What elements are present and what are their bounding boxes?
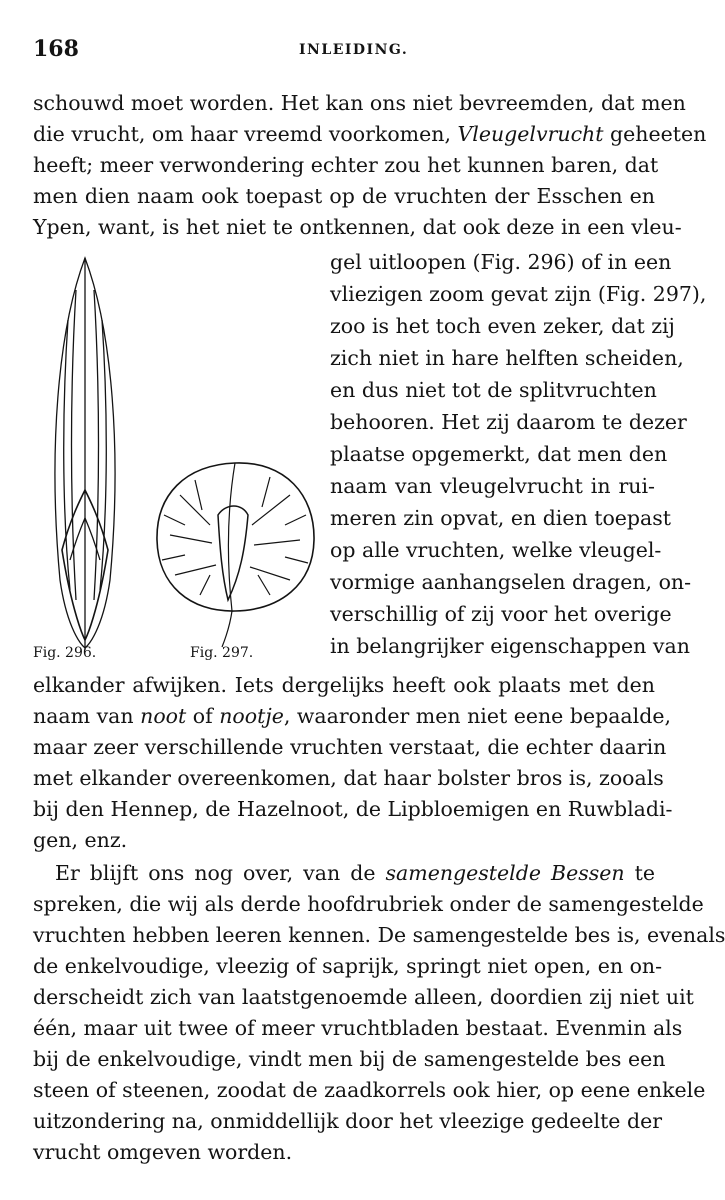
term-nootje: nootje [219, 704, 284, 728]
text-line: vliezigen zoom gevat zijn (Fig. 297), [330, 282, 707, 306]
text-line: vormige aanhangselen dragen, on- [330, 570, 692, 594]
text-line: steen of steenen, zoodat de zaadkorrels ook hier, op eene enkele [33, 1078, 706, 1102]
text-line: vruchten hebben leeren kennen. De samengestelde bes is, evenals [33, 923, 725, 947]
text-line: bij de enkelvoudige, vindt men bij de samengestelde bes een [33, 1047, 666, 1071]
fig-296-caption: Fig. 296. [33, 645, 97, 661]
term-samengestelde-bessen: samengestelde Bessen [385, 861, 625, 885]
text-line: verschillig of zij voor het overige [330, 602, 672, 626]
text-line: één, maar uit twee of meer vruchtbladen bestaat. Evenmin als [33, 1016, 683, 1040]
text-line: spreken, die wij als derde hoofdrubriek onder de samengestelde [33, 892, 704, 916]
text-line: Ypen, want, is het niet te ontkennen, dat ook deze in een vleu- [33, 215, 682, 239]
text-line: behooren. Het zij daarom te dezer [330, 410, 687, 434]
text-line: bij den Hennep, de Hazelnoot, de Lipbloemigen en Ruwbladi- [33, 797, 673, 821]
text-line: maar zeer verschillende vruchten verstaat, die echter daarin [33, 735, 667, 759]
text-line: heeft; meer verwondering echter zou het kunnen baren, dat [33, 153, 659, 177]
text-line: zich niet in hare helften scheiden, [330, 346, 684, 370]
text-line: meren zin opvat, en dien toepast [330, 506, 672, 530]
text-line: en dus niet tot de splitvruchten [330, 378, 657, 402]
text-line: men dien naam ook toepast op de vruchten der Esschen en [33, 184, 655, 208]
fig-297-caption: Fig. 297. [190, 645, 254, 661]
text-line: zoo is het toch even zeker, dat zij [330, 314, 675, 338]
text-line: in belangrijker eigenschappen van [330, 634, 690, 658]
text-line: naam van noot of nootje, waaronder men niet eene bepaalde, [33, 704, 671, 728]
text-line: gen, enz. [33, 828, 128, 852]
text-line: vrucht omgeven worden. [33, 1140, 293, 1164]
page-number: 168 [33, 36, 79, 62]
text-line: met elkander overeenkomen, dat haar bolster bros is, zooals [33, 766, 664, 790]
text-line: de enkelvoudige, vleezig of saprijk, springt niet open, en on- [33, 954, 663, 978]
text-line: naam van vleugelvrucht in rui- [330, 474, 655, 498]
text-line: Er blijft ons nog over, van de samengestelde Bessen te [55, 861, 655, 885]
fig-296-winged-fruit-illustration [40, 250, 130, 650]
text-line: die vrucht, om haar vreemd voorkomen, Vleugelvrucht geheeten [33, 122, 707, 146]
text-line: op alle vruchten, welke vleugel- [330, 538, 662, 562]
running-header [33, 36, 618, 64]
term-noot: noot [140, 704, 187, 728]
text-line: elkander afwijken. Iets dergelijks heeft ook plaats met den [33, 673, 655, 697]
text-line: schouwd moet worden. Het kan ons niet bevreemden, dat men [33, 91, 686, 115]
fig-297-winged-fruit-illustration [150, 455, 320, 650]
text-line: uitzondering na, onmiddellijk door het vleezige gedeelte der [33, 1109, 663, 1133]
term-vleugelvrucht: Vleugelvrucht [457, 122, 604, 146]
text-line: plaatse opgemerkt, dat men den [330, 442, 668, 466]
text-line: gel uitloopen (Fig. 296) of in een [330, 250, 672, 274]
running-title: INLEIDING. [299, 42, 409, 58]
text-line: derscheidt zich van laatstgenoemde alleen, doordien zij niet uit [33, 985, 694, 1009]
